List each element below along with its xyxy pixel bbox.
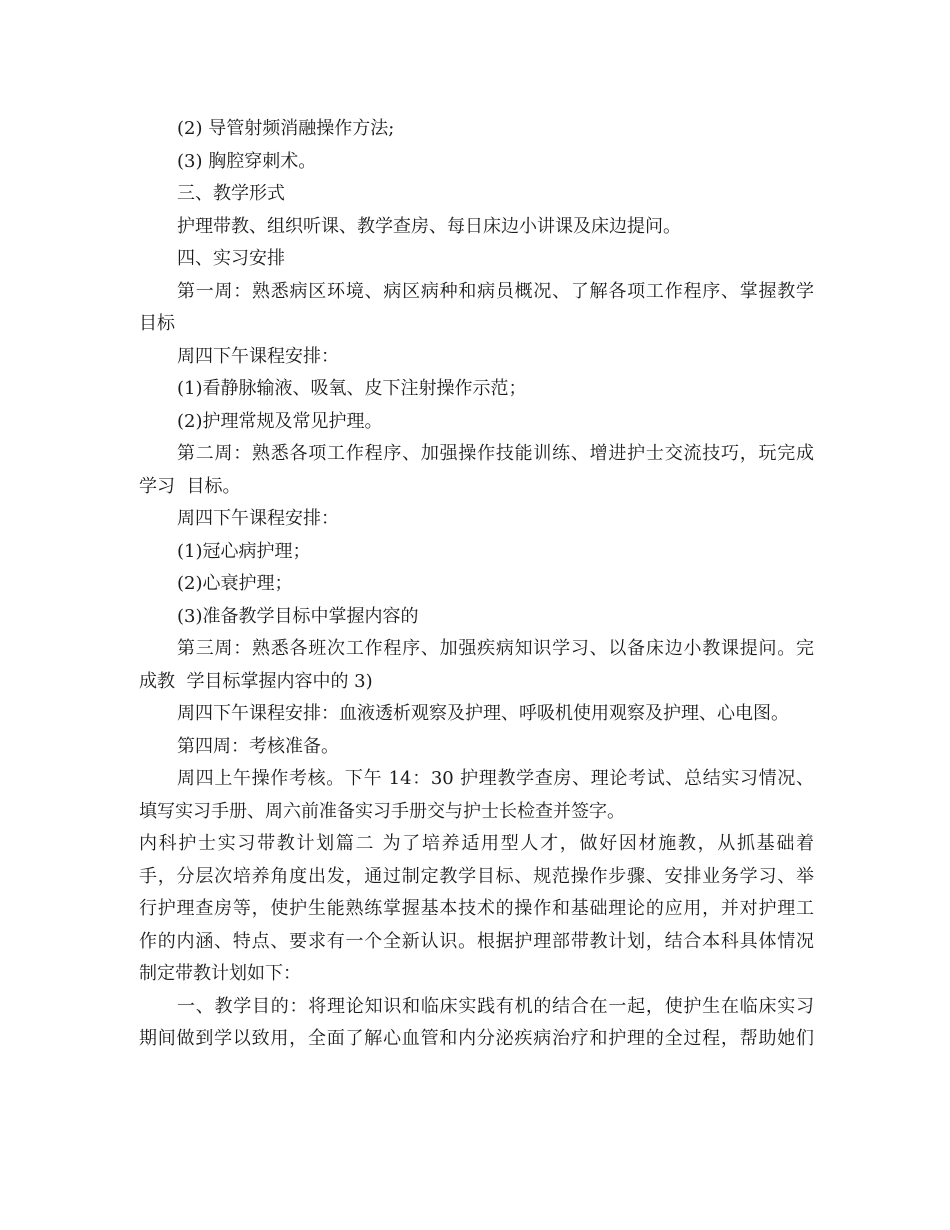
text-line: 行护理查房等，使护生能熟练掌握基本技术的操作和基础理论的应用，并对护理工 [139, 898, 814, 919]
text-line: 周四上午操作考核。下午 14：30 护理教学查房、理论考试、总结实习情况、 [177, 768, 814, 789]
text-line: 期间做到学以致用，全面了解心血管和内分泌疾病治疗和护理的全过程，帮助她们 [139, 1028, 814, 1049]
text-line: (2)护理常规及常见护理。 [177, 410, 383, 432]
text-line: 制定带教计划如下： [139, 963, 301, 984]
text-line: 第二周：熟悉各项工作程序、加强操作技能训练、增进护士交流技巧，玩完成 [177, 443, 814, 464]
text-line: (3)准备教学目标中掌握内容的 [177, 605, 419, 627]
text-line: 作的内涵、特点、要求有一个全新认识。根据护理部带教计划，结合本科具体情况 [139, 930, 814, 952]
text-line: 学习 目标。 [139, 475, 241, 497]
text-line: 目标 [139, 313, 175, 334]
text-line: 内科护士实习带教计划篇二 为了培养适用型人才，做好因材施教，从抓基础着 [139, 833, 814, 854]
text-line: 四、实习安排 [177, 248, 285, 269]
text-line: 一、教学目的：将理论知识和临床实践有机的结合在一起，使护生在临床实习 [177, 995, 814, 1017]
text-line: 填写实习手册、周六前准备实习手册交与护士长检查并签字。 [139, 800, 625, 822]
text-line: 三、教学形式 [177, 183, 285, 204]
text-line: 第三周：熟悉各班次工作程序、加强疾病知识学习、以备床边小教课提问。完 [177, 638, 814, 659]
text-line: 周四下午课程安排： [177, 345, 339, 367]
text-line: 成教 学目标掌握内容中的 3) [139, 670, 373, 692]
text-line: (1)冠心病护理； [177, 540, 311, 562]
text-line: 周四下午课程安排： [177, 508, 339, 529]
text-line: (2)心衰护理； [177, 573, 293, 594]
text-line: 周四下午课程安排：血液透析观察及护理、呼吸机使用观察及护理、心电图。 [177, 703, 789, 724]
text-line: 第四周：考核准备。 [177, 735, 339, 757]
text-line: (2) 导管射频消融操作方法; [177, 118, 395, 139]
text-line: 手，分层次培养角度出发，通过制定教学目标、规范操作步骤、安排业务学习、举 [139, 865, 814, 887]
text-line: 第一周：熟悉病区环境、病区病种和病员概况、了解各项工作程序、掌握教学 [177, 280, 814, 302]
document-body [139, 113, 814, 1056]
text-line: (1)看静脉输液、吸氧、皮下注射操作示范； [177, 378, 527, 399]
text-line: 护理带教、组织听课、教学查房、每日床边小讲课及床边提问。 [177, 215, 681, 237]
text-line: (3) 胸腔穿刺术。 [177, 150, 317, 172]
